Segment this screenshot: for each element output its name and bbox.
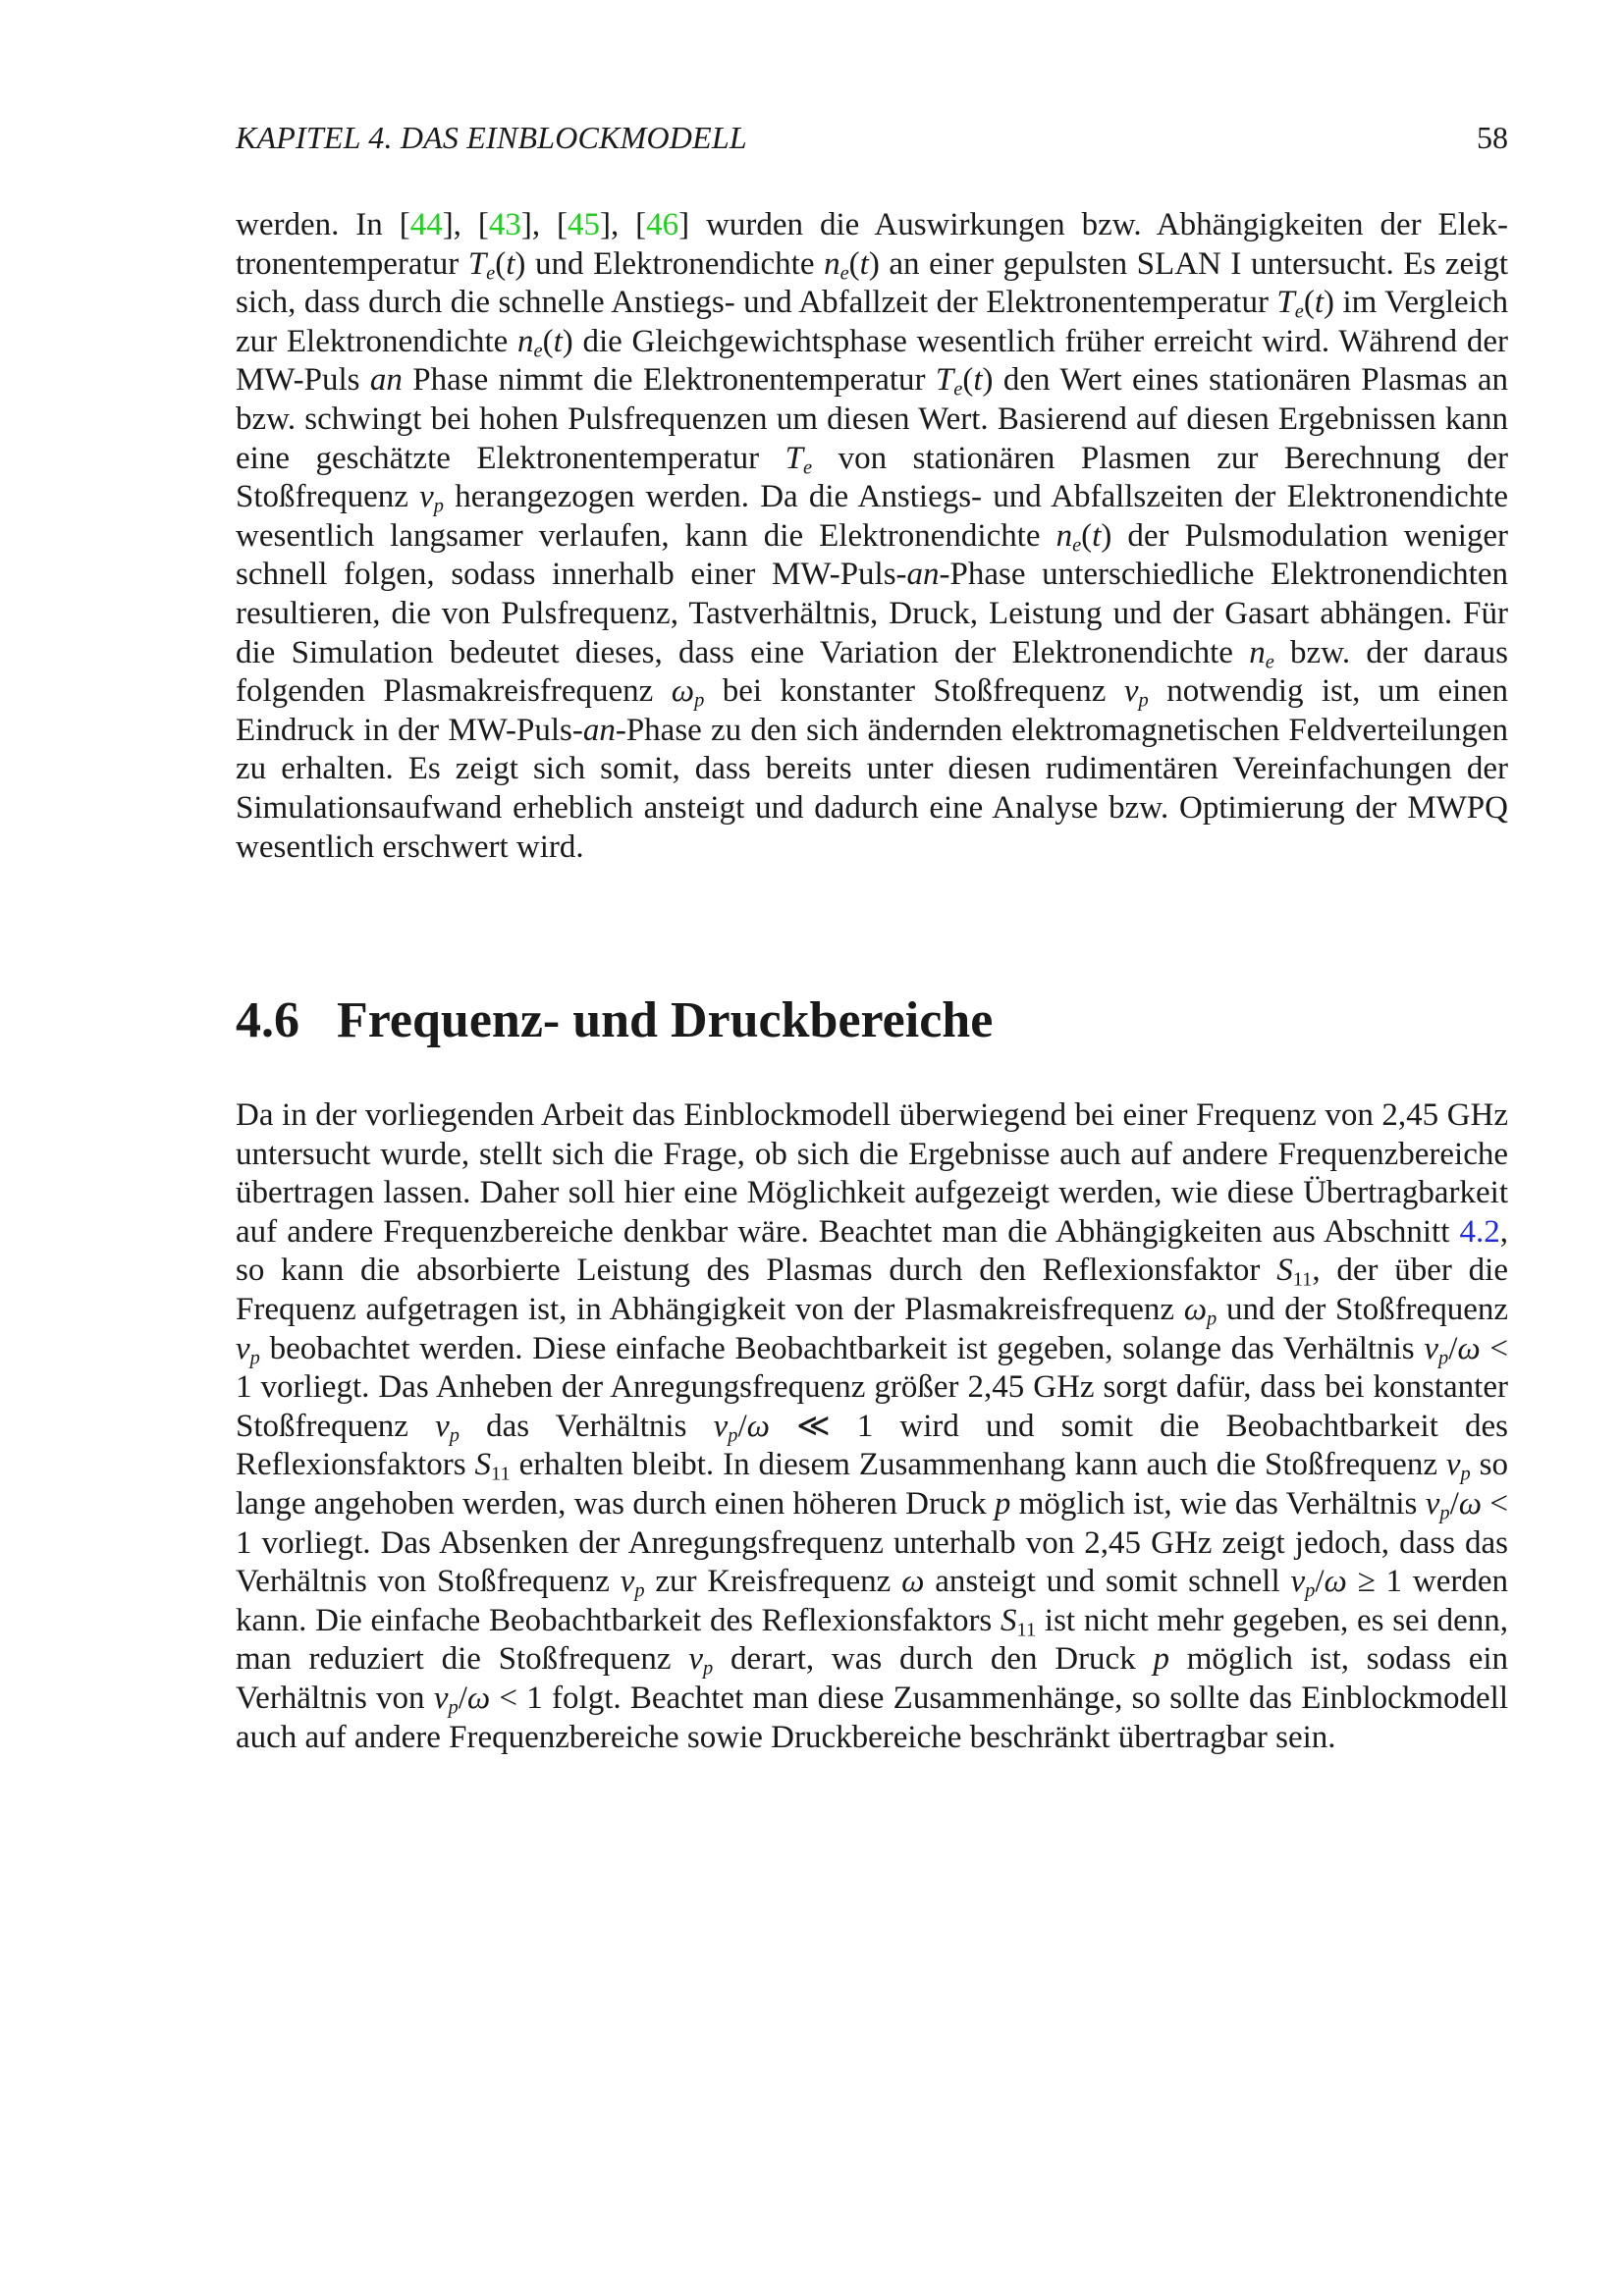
math-omega-p: $\omega_p$ <box>1183 1291 1217 1330</box>
math-nu-p: $\nu_p$ <box>435 1408 460 1447</box>
running-title: KAPITEL 4. DAS EINBLOCKMODELL <box>236 120 747 155</box>
math-ratio-lt-1: $\nu_p/\omega < 1$ <box>236 1330 1508 1406</box>
math-ratio-ll-1: $\nu_p/\omega$ ≪ 1 <box>713 1408 874 1447</box>
math-Te: $T_e$ <box>784 440 813 479</box>
math-nu-p: $\nu_p$ <box>688 1641 714 1681</box>
math-nu-p: $\nu_p$ <box>1123 673 1149 712</box>
section-number: 4.6 <box>236 992 299 1048</box>
math-ne: $n_e$ <box>1249 634 1274 673</box>
citation-link[interactable]: 44 <box>409 207 443 242</box>
math-Te-t: $T_e(t)$ <box>935 362 994 401</box>
emph-an: an <box>369 362 403 399</box>
math-ratio-ge-1: $\nu_p/\omega \ge 1$ <box>1290 1564 1403 1602</box>
section-title: Frequenz- und Druckbereiche <box>337 992 994 1048</box>
paragraph-pulse-modulation: werden. In [44], [43], [45], [46] wurden die Auswirkungen bzw. Abhängigkeiten der Elektronentemperatur $T_e(t)$ und Elektronendichte $n_e(t)$ an einer gepulsten SLAN I untersucht. Es zeigt sich, dass durch die schnelle Anstiegs- und Abfallzeit der Elektronentemperatur $T_e(t)$ im Vergleich zur Elektronendichte $n_e(t)$ die Gleichgewichtsphase wesentlich früher erreicht wird. Während der MW-Puls an Phase nimmt die Elektronentemperatur $T_e(t)$ den Wert eines stationären Plasmas an bzw. schwingt bei hohen Pulsfrequenzen um diesen Wert. Basierend auf diesen Ergebnissen kann eine geschätzte Elektronentemperatur $T_e$ von stationären Plasmen zur Berechnung der Stoßfrequenz $\nu_p$ herangezogen werden. Da die Anstiegs- und Abfallszeiten der Elektronendichte wesentlich langsamer verlaufen, kann die Elektronendichte $n_e(t)$ der Pulsmodulation weniger schnell folgen, sodass innerhalb einer MW-Puls-an-Phase unterschiedliche Elektronendichten resultieren, die von Pulsfrequenz, Tastverhältnis, Druck, Leistung und der Gasart abhängen. Für die Simulation bedeutet dieses, dass eine Variation der Elektronendichte $n_e$ bzw. der daraus folgenden Plasmakreisfrequenz $\omega_p$ bei konstanter Stoßfrequenz $\nu_p$ notwendig ist, um einen Eindruck in der MW-Puls-an-Phase zu den sich ändernden elektromagnetischen Feldverteilungen zu erhalten. Es zeigt sich somit, dass bereits unter diesen rudimentären Vereinfachungen der Simulationsaufwand erheblich ansteigt und dadurch eine Analyse bzw. Optimierung der MWPQ wesentlich erschwert wird. <box>236 207 1509 865</box>
math-S11: $S_{11}$ <box>1001 1602 1037 1641</box>
citation-link[interactable]: 46 <box>646 207 679 242</box>
math-ratio-lt-1: $\nu_p/\omega < 1$ <box>236 1485 1508 1561</box>
section-heading <box>236 991 993 1049</box>
page-number: 58 <box>1477 120 1508 155</box>
citation-link[interactable]: 43 <box>488 207 521 242</box>
math-omega: ω <box>901 1564 925 1600</box>
math-nu-p: $\nu_p$ <box>419 479 445 517</box>
math-ratio-lt-1: $\nu_p/\omega < 1$ <box>433 1680 543 1719</box>
math-S11: $S_{11}$ <box>1276 1253 1313 1292</box>
math-ne-t: $n_e(t)$ <box>1055 517 1112 557</box>
math-pressure-p: p <box>1153 1641 1169 1678</box>
math-pressure-p: p <box>994 1485 1011 1522</box>
citation-link[interactable]: 45 <box>568 207 600 242</box>
emph-an: an <box>582 712 616 748</box>
math-omega-p: $\omega_p$ <box>671 673 705 712</box>
math-nu-p: $\nu_p$ <box>620 1564 645 1602</box>
page-header <box>236 120 1508 165</box>
math-Te-t: $T_e(t)$ <box>1276 285 1335 323</box>
math-nu-p: $\nu_p$ <box>1445 1447 1471 1486</box>
emph-an: an <box>906 557 940 593</box>
math-S11: $S_{11}$ <box>474 1447 511 1486</box>
section-crossref-link[interactable]: 4.2 <box>1459 1213 1500 1250</box>
math-nu-p: $\nu_p$ <box>236 1330 260 1369</box>
math-ne-t: $n_e(t)$ <box>824 245 880 285</box>
paragraph-frequency-ranges: Da in der vorliegenden Arbeit das Einblockmodell überwiegend bei einer Frequenz von 2,45 GHz untersucht wurde, stellt sich die Frage, ob sich die Ergebnisse auch auf andere Frequenzbereiche übertragen lassen. Daher soll hier eine Möglichkeit aufgezeigt werden, wie diese Übertragbarkeit auf andere Frequenzbereiche denkbar wäre. Beachtet man die Abhängigkeiten aus Abschnitt 4.2, so kann die absorbierte Leistung des Plasmas durch den Reflexionsfaktor $S_{11}$, der über die Frequenz aufgetragen ist, in Abhängigkeit von der Plasmakreisfrequenz $\omega_p$ und der Stoßfrequenz $\nu_p$ beobachtet werden. Diese einfache Beobachtbarkeit ist gegeben, solange das Verhältnis $\nu_p/\omega < 1$ vorliegt. Das Anheben der Anregungsfrequenz größer 2,45 GHz sorgt dafür, dass bei konstanter Stoßfrequenz $\nu_p$ das Verhältnis $\nu_p/\omega$ ≪ 1 wird und somit die Beobachtbarkeit des Reflexionsfaktors $S_{11}$ erhalten bleibt. In diesem Zusammenhang kann auch die Stoßfrequenz $\nu_p$ so lange angehoben werden, was durch einen höheren Druck p möglich ist, wie das Verhältnis $\nu_p/\omega < 1$ vorliegt. Das Absenken der Anregungsfrequenz unterhalb von 2,45 GHz zeigt jedoch, dass das Verhältnis von Stoßfrequenz $\nu_p$ zur Kreisfrequenz ω ansteigt und somit schnell $\nu_p/\omega \ge 1$ werden kann. Die einfache Beobachtbarkeit des Reflexionsfaktors $S_{11}$ ist nicht mehr gegeben, es sei denn, man reduziert die Stoßfrequenz $\nu_p$ derart, was durch den Druck p möglich ist, sodass ein Verhältnis von $\nu_p/\omega < 1$ folgt. Beachtet man diese Zusammenhänge, so sollte das Einblockmodell auch auf andere Frequenzbereiche sowie Druckbereiche beschränkt übertragbar sein. <box>236 1097 1509 1755</box>
math-Te-t: $T_e(t)$ <box>467 245 526 285</box>
math-ne-t: $n_e(t)$ <box>517 323 573 362</box>
